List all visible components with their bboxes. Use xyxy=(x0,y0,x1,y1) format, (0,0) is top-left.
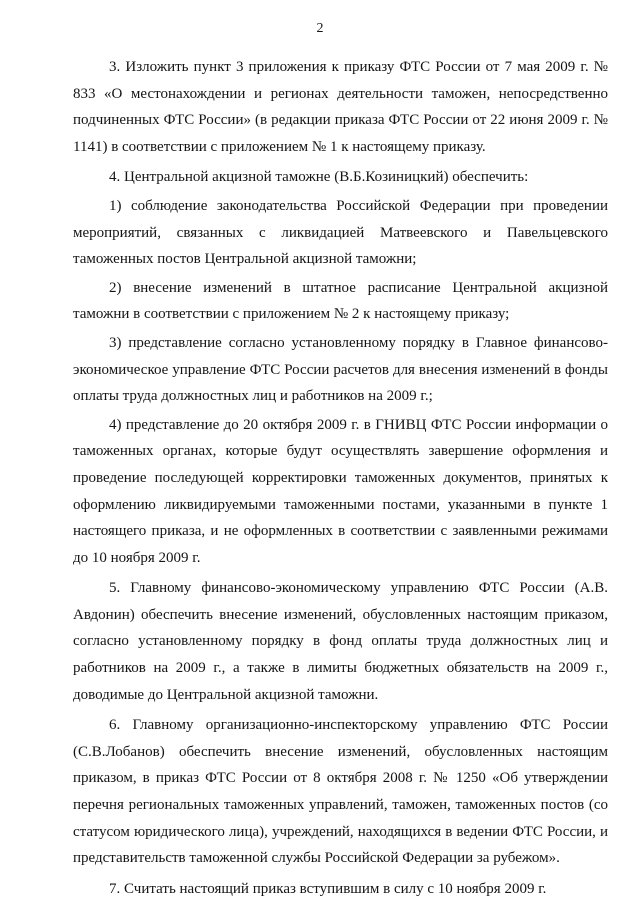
paragraph-item-4-3: 3) представление согласно установленному порядку в Главное финансово-экономическое управление ФТС России расчетов для внесения изменений в фонды оплаты труда должностных лиц и работников на 2009 г.; xyxy=(73,334,608,405)
page-number: 2 xyxy=(316,21,324,36)
paragraph-item-4-2: 2) внесение изменений в штатное расписание Центральной акцизной таможни в соответствии с приложением № 2 к настоящему приказу; xyxy=(73,279,608,323)
paragraph-item-4: 4. Центральной акцизной таможне (В.Б.Козиницкий) обеспечить: xyxy=(109,169,529,186)
paragraph-item-5: 5. Главному финансово-экономическому управлению ФТС России (А.В. Авдонин) обеспечить внесение изменений, обусловленных настоящим приказом, согласно установленному порядку в фонд оплаты труда должностных лиц и работников на 2009 г., а также в лимиты бюджетных обязательств на 2009 г., доводимые до Центральной акцизной таможни. xyxy=(73,580,608,703)
paragraph-item-7: 7. Считать настоящий приказ вступившим в силу с 10 ноября 2009 г. xyxy=(109,880,547,897)
paragraph-item-3: 3. Изложить пункт 3 приложения к приказу ФТС России от 7 мая 2009 г. № 833 «О местонахождении и регионах деятельности таможен, непосредственно подчиненных ФТС России» (в редакции приказа ФТС России от 22 июня 2009 г. № 1141) в соответствии с приложением № 1 к настоящему приказу. xyxy=(73,59,608,155)
document-body xyxy=(73,54,608,906)
paragraph-item-4-1: 1) соблюдение законодательства Российской Федерации при проведении мероприятий, связанных с ликвидацией Матвеевского и Павельцевского таможенных постов Центральной акцизной таможни; xyxy=(73,197,608,268)
paragraph-item-6: 6. Главному организационно-инспекторскому управлению ФТС России (С.В.Лобанов) обеспечить внесение изменений, обусловленных настоящим приказом, в приказ ФТС России от 8 октября 2008 г. № 1250 «Об утверждении перечня региональных таможенных управлений, таможен, таможенных постов (со статусом юридического лица), учреждений, находящихся в ведении ФТС России, и представительств таможенной службы Российской Федерации за рубежом». xyxy=(73,717,608,867)
paragraph-item-4-4: 4) представление до 20 октября 2009 г. в ГНИВЦ ФТС России информации о таможенных органах, которые будут осуществлять завершение оформления и проведение последующей корректировки таможенных документов, принятых к оформлению ликвидируемыми таможенными постами, указанными в пункте 1 настоящего приказа, и не оформленных в соответствии с заявленными режимами до 10 ноября 2009 г. xyxy=(73,416,608,566)
